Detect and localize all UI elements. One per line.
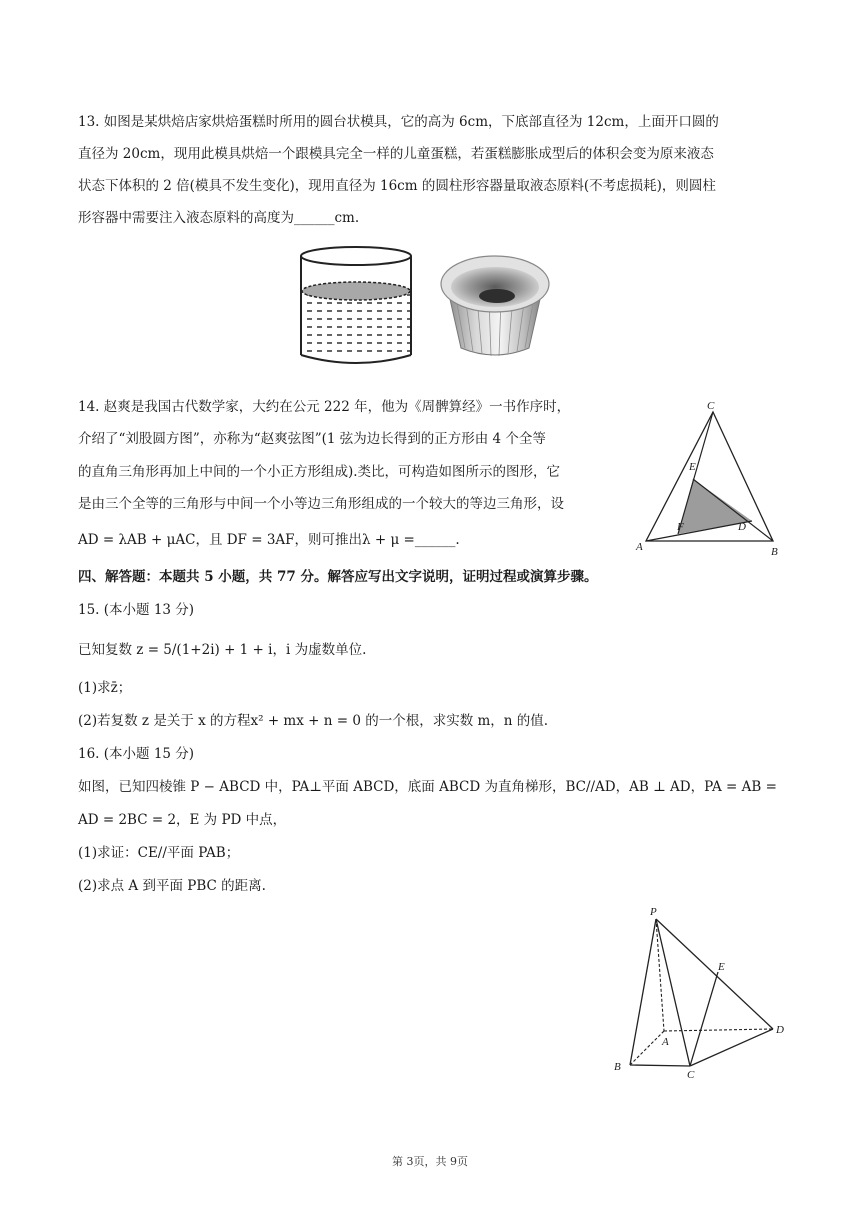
q15-part-1: (1)求z̄； [78, 680, 132, 696]
q15-title: 15. (本小题 13 分) [78, 602, 195, 618]
label-d-pyramid: D [776, 1024, 784, 1036]
q13-line-3: 状态下体积的 2 倍(模具不发生变化)，现用直径为 16cm 的圆柱形容器量取液态原料(不考虑损耗)，则圆柱 [78, 178, 716, 194]
q15-stem: 已知复数 z = 5/(1+2i) + 1 + i，i 为虚数单位. [78, 642, 367, 658]
q14-line-4: 是由三个全等的三角形与中间一个小等边三角形组成的一个较大的等边三角形，设 [78, 496, 564, 512]
q16-title: 16. (本小题 15 分) [78, 746, 195, 762]
q16-line-1: 如图，已知四棱锥 P − ABCD 中，PA⊥平面 ABCD，底面 ABCD 为直角梯形，BC//AD，AB ⊥ AD，PA = AB = [78, 779, 777, 795]
label-e: E [689, 461, 696, 473]
label-b-pyramid: B [614, 1061, 621, 1073]
equilateral-triangle-figure [634, 398, 794, 558]
q15-part-2: (2)若复数 z 是关于 x 的方程x² + mx + n = 0 的一个根，求实数 m，n 的值. [78, 713, 549, 729]
label-c: C [707, 400, 715, 412]
page-number-footer: 第 3页，共 9页 [392, 1155, 468, 1168]
q14-line-1: 14. 赵爽是我国古代数学家，大约在公元 222 年，他为《周髀算经》一书作序时， [78, 399, 571, 415]
q16-part-1: (1)求证：CE//平面 PAB； [78, 845, 240, 861]
label-p: P [650, 906, 657, 918]
label-f: F [677, 521, 684, 533]
q16-line-2: AD = 2BC = 2，E 为 PD 中点， [78, 812, 287, 828]
label-d: D [738, 521, 746, 533]
q13-line-2: 直径为 20cm，现用此模具烘焙一个跟模具完全一样的儿童蛋糕，若蛋糕膨胀成型后的体积会变为原来液态 [78, 146, 714, 162]
q14-line-5: AD = λAB + μAC，且 DF = 3AF，则可推出λ + μ =______. [78, 532, 460, 548]
cylinder-container-figure [296, 243, 416, 365]
baking-mold-photo [435, 244, 555, 364]
q14-line-3: 的直角三角形再加上中间的一个小正方形组成).类比，可构造如图所示的图形，它 [78, 464, 561, 480]
label-e-pyramid: E [718, 961, 725, 973]
label-a-pyramid: A [662, 1036, 669, 1048]
q13-line-4: 形容器中需要注入液态原料的高度为______cm. [78, 210, 360, 226]
label-c-pyramid: C [687, 1069, 695, 1081]
pyramid-figure [606, 903, 806, 1083]
q14-line-2: 介绍了“刘股圆方图”，亦称为“赵爽弦图”(1 弦为边长得到的正方形由 4 个全等 [78, 431, 546, 447]
q16-part-2: (2)求点 A 到平面 PBC 的距离. [78, 878, 266, 894]
label-b: B [771, 546, 778, 558]
section-4-heading: 四、解答题：本题共 5 小题，共 77 分。解答应写出文字说明，证明过程或演算步骤。 [78, 569, 598, 585]
label-a: A [636, 541, 643, 553]
q13-line-1: 13. 如图是某烘焙店家烘焙蛋糕时所用的圆台状模具，它的高为 6cm，下底部直径为 12cm，上面开口圆的 [78, 114, 719, 130]
